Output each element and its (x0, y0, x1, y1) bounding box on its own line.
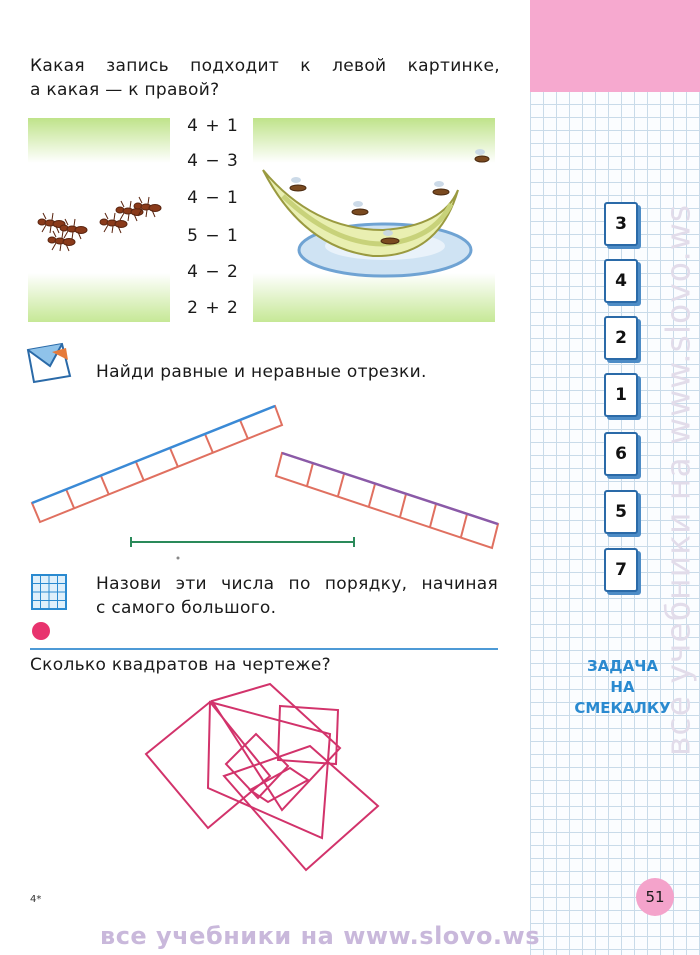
task1-question (30, 54, 500, 102)
melon-drawing (253, 118, 495, 322)
pink-header-block (530, 0, 700, 92)
expression: 4 − 1 (187, 188, 239, 208)
number-card: 3 (604, 202, 638, 246)
puzzle-label-line: ЗАДАЧА (587, 657, 658, 675)
number-card: 2 (604, 316, 638, 360)
puzzle-label-line: СМЕКАЛКУ (574, 699, 671, 717)
square-shape (212, 684, 340, 810)
task3-instruction (96, 572, 498, 620)
task2-instruction: Найди равные и неравные отрезки. (96, 362, 427, 382)
side-watermark: все учебники на www.slovo.ws (658, 203, 698, 757)
squares-drawing (130, 676, 400, 876)
expression: 2 + 2 (187, 298, 239, 318)
number-card: 4 (604, 259, 638, 303)
grid-icon (31, 574, 67, 614)
puzzle-label-line: НА (610, 678, 635, 696)
left-ladder-strip (32, 406, 282, 522)
expression: 4 − 2 (187, 262, 239, 282)
square-shape (224, 746, 378, 870)
expression: 4 + 1 (187, 116, 239, 136)
right-ladder-strip (276, 453, 498, 548)
expression: 5 − 1 (187, 226, 239, 246)
envelope-icon (22, 340, 76, 392)
number-card: 5 (604, 490, 638, 534)
task3-instruction-line: с самого большого. (96, 598, 277, 618)
puzzle-label (560, 656, 685, 719)
melon-picture (253, 118, 495, 322)
pink-dot-icon (32, 622, 50, 640)
horizontal-segment (131, 537, 354, 547)
expression: 4 − 3 (187, 151, 239, 171)
page-number: 51 (636, 878, 674, 916)
number-card: 1 (604, 373, 638, 417)
bottom-watermark: все учебники на www.slovo.ws (100, 922, 540, 950)
ants-picture (28, 118, 170, 322)
task4-question: Сколько квадратов на чертеже? (30, 655, 331, 675)
task1-question-line: Какая запись подходит к левой картинке, (30, 56, 500, 76)
segments-drawing (20, 388, 510, 564)
section-divider (30, 648, 498, 650)
ants-drawing (28, 118, 170, 322)
number-card: 6 (604, 432, 638, 476)
number-card: 7 (604, 548, 638, 592)
task3-instruction-line: Назови эти числа по порядку, начиная (96, 574, 498, 594)
task1-question-line: а какая — к правой? (30, 80, 220, 100)
page-mark: 4* (30, 894, 42, 905)
